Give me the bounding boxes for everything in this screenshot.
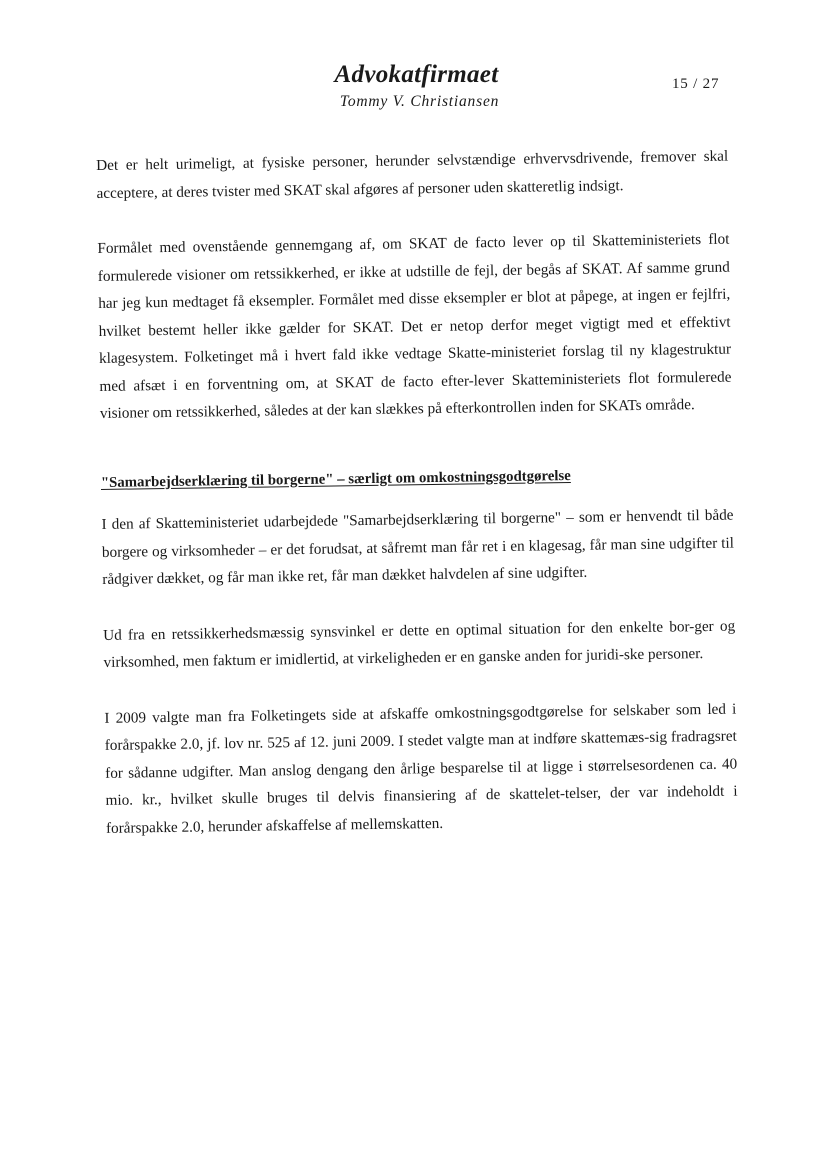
- paragraph-4: Ud fra en retssikkerhedsmæssig synsvinkel er dette en optimal situation for den enkelte bor-ger og virksomhed, men faktum er imidlertid, at virkeligheden er en ganske anden for juridi-ske personer.: [103, 617, 736, 671]
- firm-person: Tommy V. Christiansen: [339, 93, 500, 110]
- page-number: 15 / 27: [672, 76, 720, 92]
- paragraph-3: I den af Skatteministeriet udarbejdede "Samarbejdserklæring til borgerne" – som er henvendt til både borgere og virksomheder – er det forudsat, at såfremt man får ret i en klagesag, får man sine udgifter til rådgiver dækket, og får man ikke ret, får man dækket halvdelen af sine udgifter.: [101, 506, 734, 588]
- firm-name: Advokatfirmaet: [334, 61, 499, 88]
- paragraph-1: Det er helt urimeligt, at fysiske personer, herunder selvstændige erhvervsdrivende, fremover skal acceptere, at deres tvister med SKAT skal afgøres af personer uden skatteretlig indsigt.: [96, 147, 729, 202]
- section-heading: "Samarbejdserklæring til borgerne" – særligt om omkostningsgodtgørelse: [100, 467, 571, 491]
- body-text: [96, 143, 738, 842]
- paragraph-5: I 2009 valgte man fra Folketingets side at afskaffe omkostningsgodtgørelse for selskaber som led i forårspakke 2.0, jf. lov nr. 525 af 12. juni 2009. I stedet valgte man at indføre skattemæs-sig fradragsret for sådanne udgifter. Man anslog dengang den årlige besparelse til at ligge i størrelsesordenen ca. 40 mio. kr., hvilket skulle bruges til delvis finansiering af de skattelet-telser, der var indeholdt i forårspakke 2.0, herunder afskaffelse af mellemskatten.: [104, 700, 738, 837]
- paragraph-2: Formålet med ovenstående gennemgang af, om SKAT de facto lever op til Skatteministeriets flot formulerede visioner om retssikkerhed, er ikke at udstille de fejl, der begås af SKAT. Af samme grund har jeg kun medtaget få eksempler. Formålet med disse eksempler er blot at påpege, at ingen er fejlfri, hvilket bestemt heller ikke gælder for SKAT. Det er netop derfor meget vigtigt med et effektivt klagesystem. Folketinget må i hvert fald ikke vedtage Skatte-ministeriet forslag til ny klagestruktur med afsæt i en forventning om, at SKAT de facto efter-lever Skatteministeriets flot formulerede visioner om retssikkerhed, således at der kan slækkes på efterkontrollen inden for SKATs område.: [97, 230, 732, 422]
